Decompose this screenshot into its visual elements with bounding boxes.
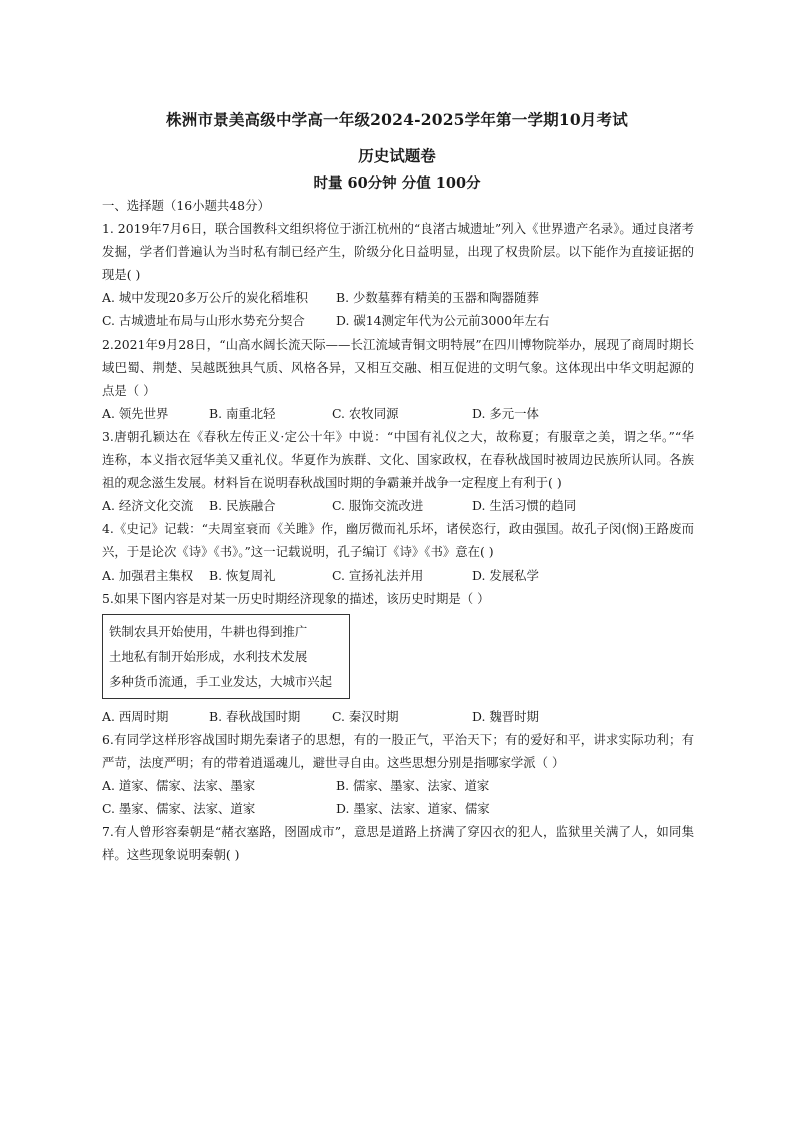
answer-option[interactable]: A. 城中发现20多万公斤的炭化稻堆积 [102,290,309,306]
answer-option[interactable]: D. 多元一体 [472,405,539,421]
material-line: 多种货币流通，手工业发达，大城市兴起 [109,673,333,689]
question-stem-line: 兴，于是论次《诗》《书》。”这一记载说明，孔子编订《诗》《书》意在( ) [102,544,494,560]
answer-option[interactable]: C. 服饰交流改进 [332,498,424,514]
question-stem-line: 现是( ) [102,267,141,283]
question-stem-line: 域巴蜀、荆楚、吴越既独具气质、风格各异，又相互交融、相互促进的文明气象。这体现出中华文明起源的 [102,359,694,375]
material-line: 铁制农具开始使用，牛耕也得到推广 [109,623,308,639]
question-stem-line: 严苛，法度严明；有的带着逍遥魂儿，避世寻自由。这些思想分别是指哪家学派（ ） [102,754,565,770]
option-row [102,705,694,728]
answer-option[interactable]: B. 春秋战国时期 [209,708,301,724]
answer-option[interactable]: D. 墨家、法家、道家、儒家 [336,801,490,817]
answer-option[interactable]: C. 古城遗址布局与山形水势充分契合 [102,313,305,329]
answer-option[interactable]: C. 农牧同源 [332,405,399,421]
answer-option[interactable]: C. 墨家、儒家、法家、道家 [102,801,256,817]
question-stem-line: 3.唐朝孔颖达在《春秋左传正义·定公十年》中说：“中国有礼仪之大，故称夏；有服章之美，谓之华。”“华 [102,428,694,444]
question-stem-line: 连称，本义指衣冠华美又重礼仪。华夏作为族群、文化、国家政权，在春秋战国时被周边民族所认同。各族 [102,452,694,468]
option-row [102,564,694,587]
answer-option[interactable]: A. 经济文化交流 [102,498,194,514]
answer-option[interactable]: B. 民族融合 [209,498,276,514]
paper-title: 历史试题卷 [358,146,436,165]
answer-option[interactable]: D. 生活习惯的趋同 [472,498,577,514]
material-box [102,614,350,699]
answer-option[interactable]: B. 南重北轻 [209,405,276,421]
answer-option[interactable]: B. 儒家、墨家、法家、道家 [336,777,490,793]
answer-option[interactable]: C. 宣扬礼法并用 [332,567,424,583]
question-1 [102,217,694,332]
answer-option[interactable]: A. 加强君主集权 [102,567,194,583]
answer-option[interactable]: D. 发展私学 [472,567,539,583]
question-4 [102,517,694,586]
answer-option[interactable]: A. 西周时期 [102,708,169,724]
question-stem-line: 祖的观念滋生发展。材料旨在说明春秋战国时期的争霸兼并战争一定程度上有利于( ) [102,475,562,491]
question-5 [102,587,694,728]
option-row [102,402,694,425]
answer-option[interactable]: D. 碳14测定年代为公元前3000年左右 [336,313,550,329]
section-heading: 一、选择题（16小题共48分） [102,198,270,213]
option-row [102,309,694,332]
question-stem-line: 点是（ ） [102,382,156,398]
answer-option[interactable]: B. 少数墓葬有精美的玉器和陶器随葬 [336,290,539,306]
question-3 [102,425,694,517]
question-stem-line: 1. 2019年7月6日，联合国教科文组织将位于浙江杭州的“良渚古城遗址”列入《世界遗产名录》。通过良渚考 [102,221,694,237]
exam-content [102,194,694,866]
answer-option[interactable]: B. 恢复周礼 [209,567,276,583]
option-row [102,797,694,820]
question-stem-line: 5.如果下图内容是对某一历史时期经济现象的描述，该历史时期是（ ） [102,590,490,606]
question-list [102,217,694,866]
option-row [102,286,694,309]
question-2 [102,333,694,425]
time-score: 时量 60分钟 分值 100分 [313,175,481,192]
question-stem-line: 样。这些现象说明秦朝( ) [102,847,240,863]
question-7 [102,820,694,866]
question-stem-line: 6.有同学这样形容战国时期先秦诸子的思想，有的一股正气，平治天下；有的爱好和平，讲求实际功利；有 [102,731,694,747]
answer-option[interactable]: A. 领先世界 [102,405,169,421]
question-stem-line: 7.有人曾形容秦朝是“赭衣塞路，囹圄成市”，意思是道路上挤满了穿囚衣的犯人，监狱里关满了人，如同集 [102,824,694,840]
option-row [102,494,694,517]
answer-option[interactable]: C. 秦汉时期 [332,708,399,724]
question-stem-line: 2.2021年9月28日，“山高水阔长流天际——长江流域青铜文明特展”在四川博物院举办，展现了商周时期长 [102,336,694,352]
material-line: 土地私有制开始形成，水利技术发展 [109,648,308,664]
option-row [102,774,694,797]
answer-option[interactable]: A. 道家、儒家、法家、墨家 [102,777,256,793]
school-title: 株洲市景美高级中学高一年级2024-2025学年第一学期10月考试 [166,110,628,129]
question-stem-line: 4.《史记》记载：“夫周室衰而《关雎》作，幽厉微而礼乐坏，诸侯恣行，政由强国。故孔子闵(悯)王路废而 [102,521,694,537]
question-6 [102,728,694,820]
question-stem-line: 发掘，学者们普遍认为当时私有制已经产生，阶级分化日益明显，出现了权贵阶层。以下能作为直接证据的 [102,244,694,260]
answer-option[interactable]: D. 魏晋时期 [472,708,539,724]
